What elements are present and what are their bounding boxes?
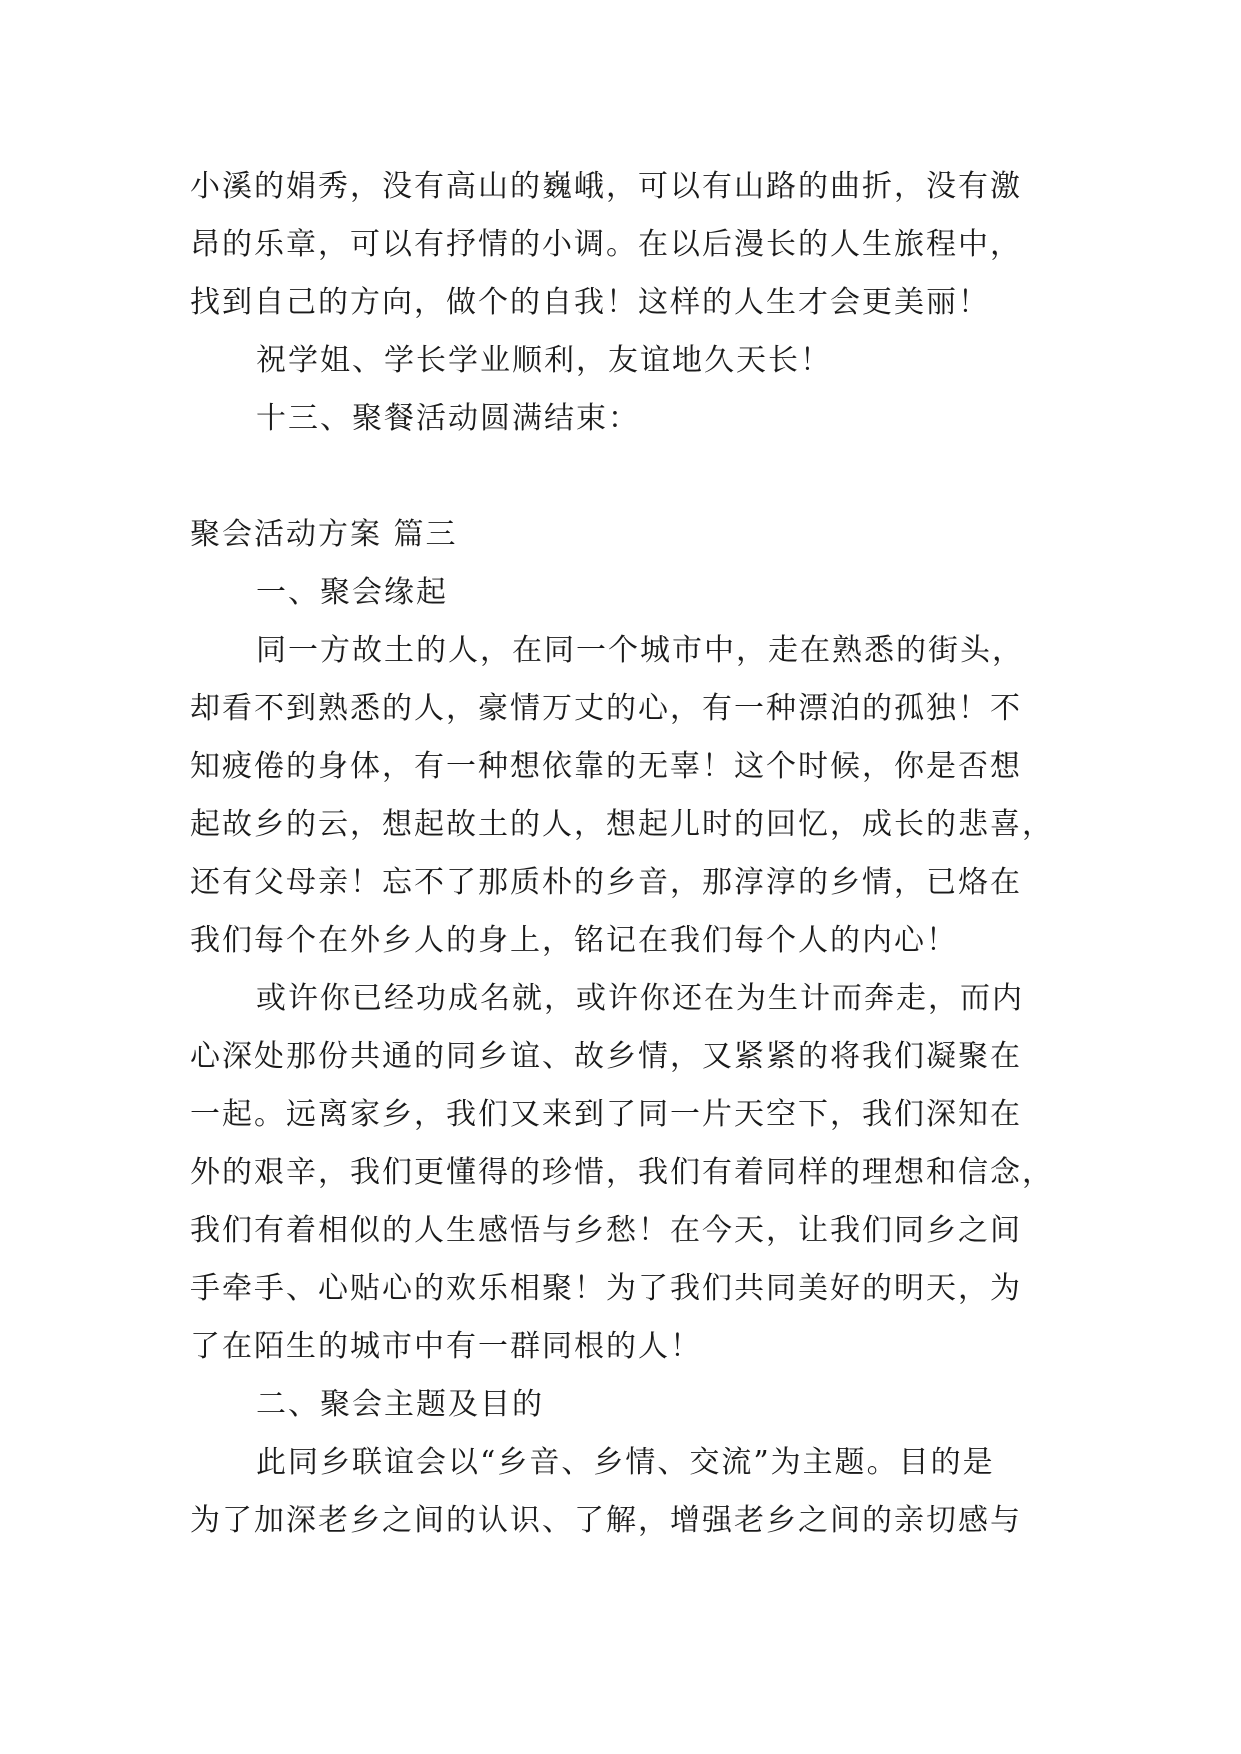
paragraph-line: 找到自己的方向，做个的自我！这样的人生才会更美丽！ [190,285,990,320]
paragraph-line: 小溪的娟秀，没有高山的巍峨，可以有山路的曲折，没有激 [190,169,1022,204]
paragraph-line: 我们每个在外乡人的身上，铭记在我们每个人的内心！ [190,923,958,958]
paragraph-line: 昂的乐章，可以有抒情的小调。在以后漫长的人生旅程中， [190,227,1022,262]
paragraph-line: 心深处那份共通的同乡谊、故乡情，又紧紧的将我们凝聚在 [190,1039,1022,1074]
paragraph-line: 起故乡的云，想起故土的人，想起儿时的回忆，成长的悲喜， [190,807,1054,842]
paragraph-line: 了在陌生的城市中有一群同根的人！ [190,1329,702,1364]
document-title: 聚会活动方案 篇三 [190,517,458,552]
paragraph-line: 祝学姐、学长学业顺利，友谊地久天长！ [256,343,832,378]
section-heading: 二、聚会主题及目的 [256,1387,544,1422]
section-heading: 一、聚会缘起 [256,575,448,610]
paragraph-line: 知疲倦的身体，有一种想依靠的无辜！这个时候，你是否想 [190,749,1022,784]
paragraph-line: 此同乡联谊会以“乡音、乡情、交流”为主题。目的是 [256,1445,995,1480]
blank-line [190,448,1060,506]
paragraph-line: 或许你已经功成名就，或许你还在为生计而奔走，而内 [256,981,1024,1016]
paragraph-line: 一起。远离家乡，我们又来到了同一片天空下，我们深知在 [190,1097,1022,1132]
document-body [190,158,1060,1550]
paragraph-line: 为了加深老乡之间的认识、了解，增强老乡之间的亲切感与 [190,1503,1022,1538]
paragraph-line: 手牵手、心贴心的欢乐相聚！为了我们共同美好的明天，为 [190,1271,1022,1306]
paragraph-line: 我们有着相似的人生感悟与乡愁！在今天，让我们同乡之间 [190,1213,1022,1248]
paragraph-line: 同一方故土的人，在同一个城市中，走在熟悉的街头， [256,633,1024,668]
paragraph-line: 外的艰辛，我们更懂得的珍惜，我们有着同样的理想和信念， [190,1155,1054,1190]
paragraph-line: 却看不到熟悉的人，豪情万丈的心，有一种漂泊的孤独！不 [190,691,1022,726]
paragraph-line: 还有父母亲！忘不了那质朴的乡音，那淳淳的乡情，已烙在 [190,865,1022,900]
section-heading: 十三、聚餐活动圆满结束： [256,401,640,436]
